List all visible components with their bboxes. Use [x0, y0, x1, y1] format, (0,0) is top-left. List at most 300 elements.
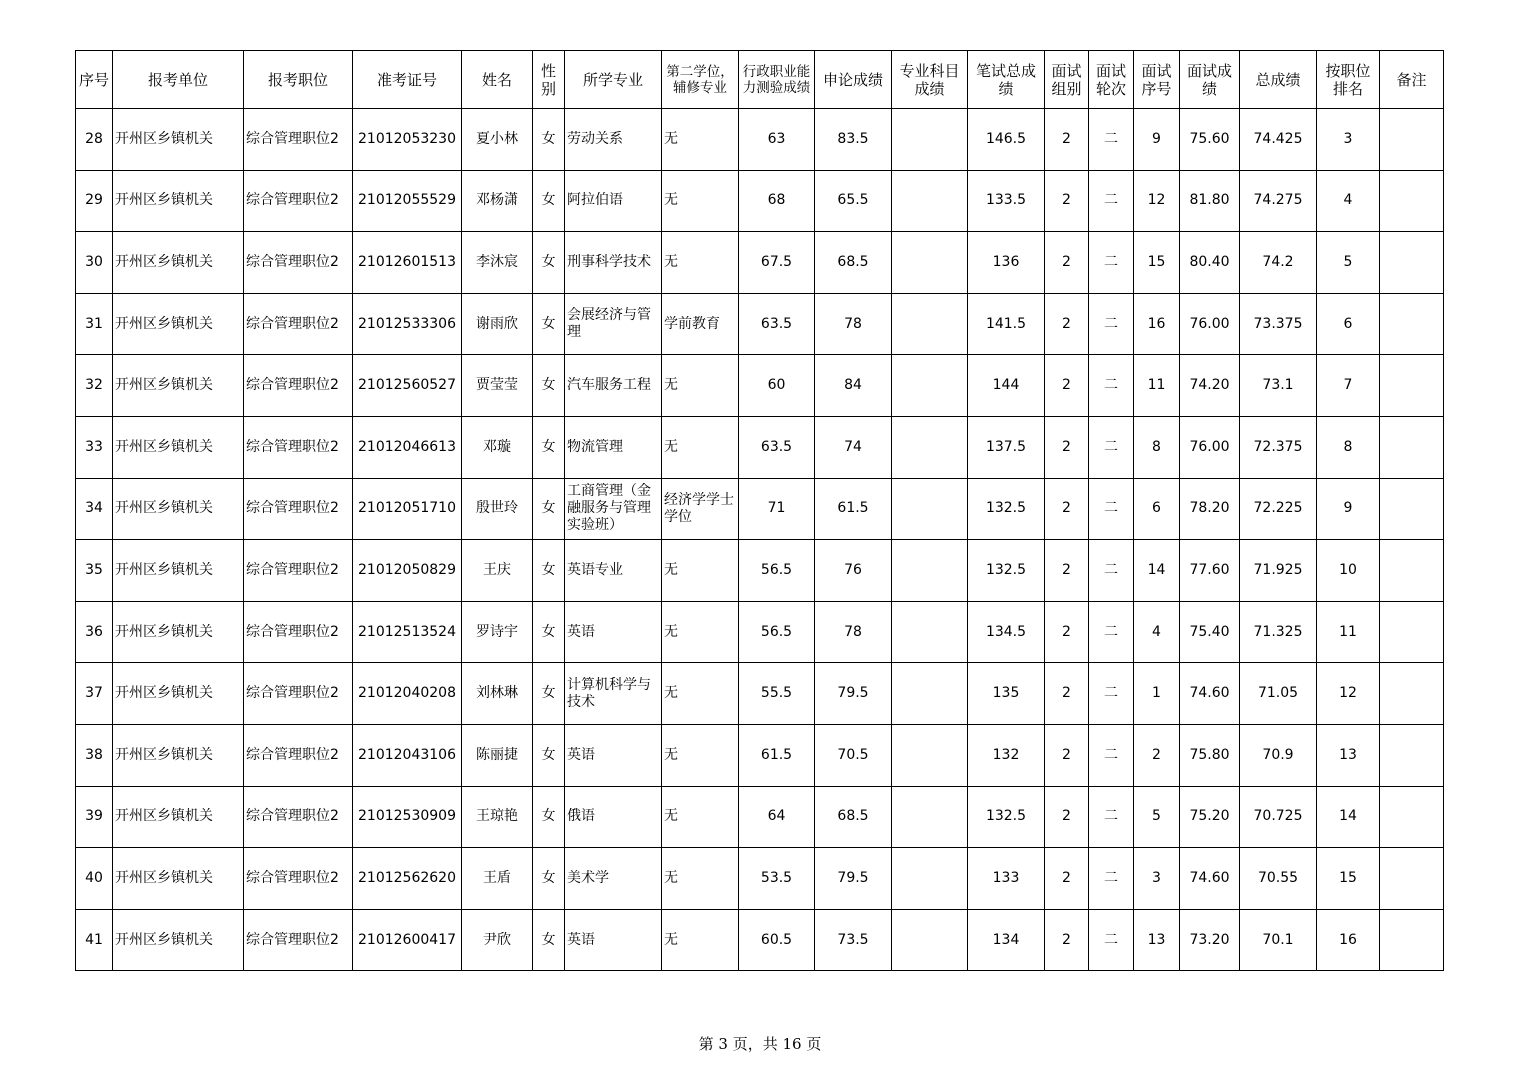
cell-name: 邓璇	[462, 416, 533, 478]
cell-position: 综合管理职位2	[244, 232, 353, 294]
cell-interview-group: 2	[1045, 170, 1089, 232]
cell-seq: 29	[76, 170, 113, 232]
cell-major	[565, 293, 662, 355]
cell-unit: 开州区乡镇机关	[113, 170, 244, 232]
cell-interview-round: 二	[1089, 170, 1134, 232]
cell-aptitude-score: 67.5	[739, 232, 815, 294]
cell-interview-round: 二	[1089, 232, 1134, 294]
cell-text: 汽车服务工程	[567, 377, 651, 394]
cell-position: 综合管理职位2	[244, 478, 353, 540]
cell-major	[565, 232, 662, 294]
cell-name: 尹欣	[462, 909, 533, 971]
cell-name: 邓杨潇	[462, 170, 533, 232]
cell-interview-group: 2	[1045, 109, 1089, 171]
cell-interview-score: 80.40	[1180, 232, 1240, 294]
cell-written-total: 132.5	[968, 478, 1045, 540]
cell-essay-score: 79.5	[815, 663, 892, 725]
cell-interview-group: 2	[1045, 786, 1089, 848]
cell-interview-order: 15	[1134, 232, 1180, 294]
cell-interview-round: 二	[1089, 724, 1134, 786]
cell-specialty-score	[892, 170, 968, 232]
cell-total-score: 72.375	[1240, 416, 1317, 478]
header-total-score: 总成绩	[1240, 51, 1317, 109]
cell-interview-round: 二	[1089, 478, 1134, 540]
cell-gender: 女	[533, 170, 565, 232]
cell-essay-score: 65.5	[815, 170, 892, 232]
cell-specialty-score	[892, 601, 968, 663]
cell-text: 无	[664, 746, 678, 763]
cell-interview-score: 75.80	[1180, 724, 1240, 786]
cell-interview-score: 74.60	[1180, 663, 1240, 725]
cell-remark	[1380, 478, 1444, 540]
cell-position: 综合管理职位2	[244, 663, 353, 725]
cell-written-total: 136	[968, 232, 1045, 294]
cell-second-degree	[662, 724, 739, 786]
cell-rank: 11	[1317, 601, 1380, 663]
cell-specialty-score	[892, 355, 968, 417]
cell-unit: 开州区乡镇机关	[113, 293, 244, 355]
cell-specialty-score	[892, 786, 968, 848]
cell-text: 无	[664, 931, 678, 948]
cell-interview-order: 14	[1134, 540, 1180, 602]
cell-text: 英语	[567, 931, 595, 948]
cell-rank: 13	[1317, 724, 1380, 786]
cell-seq: 33	[76, 416, 113, 478]
cell-essay-score: 79.5	[815, 848, 892, 910]
cell-gender: 女	[533, 786, 565, 848]
cell-position: 综合管理职位2	[244, 540, 353, 602]
cell-essay-score: 76	[815, 540, 892, 602]
table-row	[76, 601, 1444, 663]
cell-interview-score: 75.40	[1180, 601, 1240, 663]
cell-rank: 3	[1317, 109, 1380, 171]
cell-interview-score: 75.60	[1180, 109, 1240, 171]
cell-specialty-score	[892, 540, 968, 602]
cell-ticket-no: 21012040208	[353, 663, 462, 725]
cell-rank: 5	[1317, 232, 1380, 294]
cell-name: 罗诗宇	[462, 601, 533, 663]
cell-essay-score: 68.5	[815, 232, 892, 294]
cell-ticket-no: 21012053230	[353, 109, 462, 171]
cell-second-degree	[662, 786, 739, 848]
header-rank: 按职位排名	[1317, 51, 1380, 109]
cell-remark	[1380, 601, 1444, 663]
cell-interview-round: 二	[1089, 786, 1134, 848]
cell-remark	[1380, 232, 1444, 294]
cell-text: 俄语	[567, 808, 595, 825]
cell-major	[565, 601, 662, 663]
cell-name: 刘林琳	[462, 663, 533, 725]
cell-interview-group: 2	[1045, 540, 1089, 602]
cell-interview-group: 2	[1045, 909, 1089, 971]
cell-unit: 开州区乡镇机关	[113, 478, 244, 540]
cell-aptitude-score: 56.5	[739, 540, 815, 602]
cell-gender: 女	[533, 848, 565, 910]
cell-written-total: 135	[968, 663, 1045, 725]
cell-specialty-score	[892, 848, 968, 910]
cell-total-score: 71.05	[1240, 663, 1317, 725]
cell-seq: 31	[76, 293, 113, 355]
cell-seq: 40	[76, 848, 113, 910]
cell-interview-round: 二	[1089, 601, 1134, 663]
cell-name: 陈丽捷	[462, 724, 533, 786]
cell-rank: 16	[1317, 909, 1380, 971]
cell-aptitude-score: 60	[739, 355, 815, 417]
cell-interview-round: 二	[1089, 540, 1134, 602]
cell-interview-score: 74.20	[1180, 355, 1240, 417]
cell-ticket-no: 21012513524	[353, 601, 462, 663]
cell-specialty-score	[892, 724, 968, 786]
cell-interview-group: 2	[1045, 478, 1089, 540]
cell-major	[565, 478, 662, 540]
cell-specialty-score	[892, 232, 968, 294]
cell-major	[565, 540, 662, 602]
cell-gender: 女	[533, 663, 565, 725]
cell-specialty-score	[892, 109, 968, 171]
cell-aptitude-score: 55.5	[739, 663, 815, 725]
cell-essay-score: 78	[815, 293, 892, 355]
table-row	[76, 909, 1444, 971]
cell-essay-score: 68.5	[815, 786, 892, 848]
cell-aptitude-score: 68	[739, 170, 815, 232]
cell-remark	[1380, 663, 1444, 725]
cell-interview-order: 11	[1134, 355, 1180, 417]
cell-interview-score: 76.00	[1180, 293, 1240, 355]
cell-text: 无	[664, 130, 678, 147]
cell-interview-round: 二	[1089, 355, 1134, 417]
cell-interview-order: 5	[1134, 786, 1180, 848]
cell-interview-order: 6	[1134, 478, 1180, 540]
cell-text: 无	[664, 253, 678, 270]
cell-total-score: 73.1	[1240, 355, 1317, 417]
cell-aptitude-score: 61.5	[739, 724, 815, 786]
cell-interview-round: 二	[1089, 663, 1134, 725]
cell-text: 无	[664, 685, 678, 702]
cell-gender: 女	[533, 909, 565, 971]
cell-second-degree	[662, 416, 739, 478]
cell-gender: 女	[533, 293, 565, 355]
cell-name: 殷世玲	[462, 478, 533, 540]
cell-seq: 38	[76, 724, 113, 786]
cell-name: 贾莹莹	[462, 355, 533, 417]
cell-gender: 女	[533, 416, 565, 478]
cell-second-degree	[662, 355, 739, 417]
table-row	[76, 109, 1444, 171]
cell-specialty-score	[892, 478, 968, 540]
cell-aptitude-score: 63.5	[739, 293, 815, 355]
header-interview-group: 面试组别	[1045, 51, 1089, 109]
cell-aptitude-score: 63	[739, 109, 815, 171]
cell-remark	[1380, 909, 1444, 971]
cell-rank: 9	[1317, 478, 1380, 540]
cell-written-total: 132.5	[968, 786, 1045, 848]
cell-rank: 8	[1317, 416, 1380, 478]
cell-text: 无	[664, 192, 678, 209]
cell-essay-score: 74	[815, 416, 892, 478]
cell-text: 英语	[567, 746, 595, 763]
cell-text: 阿拉伯语	[567, 192, 623, 209]
cell-interview-group: 2	[1045, 663, 1089, 725]
cell-ticket-no: 21012600417	[353, 909, 462, 971]
cell-specialty-score	[892, 416, 968, 478]
cell-text: 刑事科学技术	[567, 253, 651, 270]
cell-text: 无	[664, 438, 678, 455]
cell-total-score: 70.725	[1240, 786, 1317, 848]
cell-interview-order: 3	[1134, 848, 1180, 910]
cell-ticket-no: 21012530909	[353, 786, 462, 848]
cell-text: 无	[664, 561, 678, 578]
cell-seq: 41	[76, 909, 113, 971]
cell-text: 物流管理	[567, 438, 623, 455]
cell-aptitude-score: 60.5	[739, 909, 815, 971]
cell-total-score: 72.225	[1240, 478, 1317, 540]
cell-interview-order: 9	[1134, 109, 1180, 171]
cell-essay-score: 78	[815, 601, 892, 663]
cell-aptitude-score: 71	[739, 478, 815, 540]
header-interview-order: 面试序号	[1134, 51, 1180, 109]
header-second-degree: 第二学位，辅修专业	[662, 51, 739, 109]
cell-second-degree	[662, 601, 739, 663]
cell-seq: 36	[76, 601, 113, 663]
cell-written-total: 144	[968, 355, 1045, 417]
cell-interview-score: 74.60	[1180, 848, 1240, 910]
cell-second-degree	[662, 109, 739, 171]
header-seq: 序号	[76, 51, 113, 109]
cell-name: 王庆	[462, 540, 533, 602]
cell-specialty-score	[892, 663, 968, 725]
cell-name: 夏小林	[462, 109, 533, 171]
header-unit: 报考单位	[113, 51, 244, 109]
cell-written-total: 141.5	[968, 293, 1045, 355]
table-body	[76, 109, 1444, 971]
cell-ticket-no: 21012046613	[353, 416, 462, 478]
header-name: 姓名	[462, 51, 533, 109]
cell-rank: 15	[1317, 848, 1380, 910]
cell-unit: 开州区乡镇机关	[113, 355, 244, 417]
cell-interview-score: 81.80	[1180, 170, 1240, 232]
header-gender: 性别	[533, 51, 565, 109]
cell-remark	[1380, 416, 1444, 478]
cell-unit: 开州区乡镇机关	[113, 416, 244, 478]
cell-aptitude-score: 56.5	[739, 601, 815, 663]
table-row	[76, 293, 1444, 355]
cell-interview-round: 二	[1089, 109, 1134, 171]
cell-text: 无	[664, 808, 678, 825]
cell-rank: 7	[1317, 355, 1380, 417]
cell-second-degree	[662, 170, 739, 232]
cell-ticket-no: 21012055529	[353, 170, 462, 232]
cell-position: 综合管理职位2	[244, 355, 353, 417]
cell-text: 经济学学士学位	[664, 491, 734, 525]
cell-text: 学前教育	[664, 315, 720, 332]
cell-remark	[1380, 109, 1444, 171]
cell-essay-score: 84	[815, 355, 892, 417]
cell-aptitude-score: 53.5	[739, 848, 815, 910]
cell-essay-score: 70.5	[815, 724, 892, 786]
cell-major	[565, 848, 662, 910]
header-written-total: 笔试总成绩	[968, 51, 1045, 109]
cell-text: 无	[664, 377, 678, 394]
cell-major	[565, 170, 662, 232]
cell-total-score: 73.375	[1240, 293, 1317, 355]
cell-interview-group: 2	[1045, 355, 1089, 417]
cell-text: 无	[664, 623, 678, 640]
cell-total-score: 70.1	[1240, 909, 1317, 971]
cell-second-degree	[662, 909, 739, 971]
cell-position: 综合管理职位2	[244, 293, 353, 355]
cell-interview-score: 78.20	[1180, 478, 1240, 540]
cell-seq: 35	[76, 540, 113, 602]
cell-ticket-no: 21012560527	[353, 355, 462, 417]
cell-interview-order: 13	[1134, 909, 1180, 971]
cell-total-score: 71.925	[1240, 540, 1317, 602]
cell-second-degree	[662, 663, 739, 725]
header-interview-round: 面试轮次	[1089, 51, 1134, 109]
cell-text: 英语专业	[567, 561, 623, 578]
cell-essay-score: 61.5	[815, 478, 892, 540]
cell-second-degree	[662, 478, 739, 540]
cell-text: 英语	[567, 623, 595, 640]
cell-text: 美术学	[567, 869, 609, 886]
cell-text: 会展经济与管理	[567, 307, 651, 341]
cell-remark	[1380, 355, 1444, 417]
cell-written-total: 146.5	[968, 109, 1045, 171]
cell-interview-group: 2	[1045, 848, 1089, 910]
cell-ticket-no: 21012533306	[353, 293, 462, 355]
cell-seq: 32	[76, 355, 113, 417]
cell-gender: 女	[533, 232, 565, 294]
cell-interview-round: 二	[1089, 909, 1134, 971]
cell-written-total: 137.5	[968, 416, 1045, 478]
cell-written-total: 132.5	[968, 540, 1045, 602]
table-row	[76, 355, 1444, 417]
cell-seq: 37	[76, 663, 113, 725]
header-specialty-score: 专业科目成绩	[892, 51, 968, 109]
cell-rank: 14	[1317, 786, 1380, 848]
cell-remark	[1380, 293, 1444, 355]
cell-interview-score: 75.20	[1180, 786, 1240, 848]
cell-ticket-no: 21012562620	[353, 848, 462, 910]
cell-gender: 女	[533, 601, 565, 663]
header-ticket-no: 准考证号	[353, 51, 462, 109]
cell-unit: 开州区乡镇机关	[113, 663, 244, 725]
cell-interview-order: 8	[1134, 416, 1180, 478]
cell-unit: 开州区乡镇机关	[113, 724, 244, 786]
cell-interview-group: 2	[1045, 416, 1089, 478]
cell-unit: 开州区乡镇机关	[113, 109, 244, 171]
cell-total-score: 74.2	[1240, 232, 1317, 294]
table-header-row	[76, 51, 1444, 109]
cell-written-total: 133.5	[968, 170, 1045, 232]
cell-ticket-no: 21012601513	[353, 232, 462, 294]
cell-major	[565, 909, 662, 971]
table-row	[76, 232, 1444, 294]
cell-aptitude-score: 64	[739, 786, 815, 848]
cell-gender: 女	[533, 478, 565, 540]
cell-interview-round: 二	[1089, 293, 1134, 355]
cell-position: 综合管理职位2	[244, 786, 353, 848]
cell-interview-group: 2	[1045, 601, 1089, 663]
cell-text: 劳动关系	[567, 130, 623, 147]
cell-position: 综合管理职位2	[244, 170, 353, 232]
cell-gender: 女	[533, 540, 565, 602]
header-remark: 备注	[1380, 51, 1444, 109]
cell-ticket-no: 21012051710	[353, 478, 462, 540]
cell-second-degree	[662, 232, 739, 294]
header-essay-score: 申论成绩	[815, 51, 892, 109]
header-position: 报考职位	[244, 51, 353, 109]
cell-interview-order: 12	[1134, 170, 1180, 232]
cell-total-score: 74.425	[1240, 109, 1317, 171]
cell-seq: 39	[76, 786, 113, 848]
cell-seq: 34	[76, 478, 113, 540]
cell-total-score: 70.55	[1240, 848, 1317, 910]
cell-position: 综合管理职位2	[244, 109, 353, 171]
cell-gender: 女	[533, 109, 565, 171]
cell-name: 谢雨欣	[462, 293, 533, 355]
cell-interview-order: 2	[1134, 724, 1180, 786]
cell-essay-score: 73.5	[815, 909, 892, 971]
cell-written-total: 132	[968, 724, 1045, 786]
cell-gender: 女	[533, 724, 565, 786]
cell-written-total: 133	[968, 848, 1045, 910]
cell-position: 综合管理职位2	[244, 416, 353, 478]
header-interview-score: 面试成绩	[1180, 51, 1240, 109]
cell-ticket-no: 21012050829	[353, 540, 462, 602]
cell-interview-group: 2	[1045, 232, 1089, 294]
cell-name: 王盾	[462, 848, 533, 910]
cell-aptitude-score: 63.5	[739, 416, 815, 478]
cell-remark	[1380, 848, 1444, 910]
cell-ticket-no: 21012043106	[353, 724, 462, 786]
cell-major	[565, 109, 662, 171]
cell-interview-score: 77.60	[1180, 540, 1240, 602]
cell-interview-round: 二	[1089, 848, 1134, 910]
cell-rank: 6	[1317, 293, 1380, 355]
cell-unit: 开州区乡镇机关	[113, 909, 244, 971]
cell-total-score: 74.275	[1240, 170, 1317, 232]
cell-gender: 女	[533, 355, 565, 417]
table-row	[76, 170, 1444, 232]
cell-seq: 30	[76, 232, 113, 294]
cell-specialty-score	[892, 293, 968, 355]
cell-essay-score: 83.5	[815, 109, 892, 171]
cell-text: 工商管理（金融服务与管理实验班）	[567, 483, 651, 534]
cell-interview-round: 二	[1089, 416, 1134, 478]
table-row	[76, 540, 1444, 602]
cell-interview-order: 16	[1134, 293, 1180, 355]
cell-seq: 28	[76, 109, 113, 171]
cell-rank: 4	[1317, 170, 1380, 232]
cell-major	[565, 355, 662, 417]
table-row	[76, 416, 1444, 478]
cell-text: 无	[664, 869, 678, 886]
table-row	[76, 786, 1444, 848]
cell-interview-order: 4	[1134, 601, 1180, 663]
cell-text: 计算机科学与技术	[567, 676, 651, 710]
cell-position: 综合管理职位2	[244, 724, 353, 786]
cell-remark	[1380, 170, 1444, 232]
cell-interview-score: 76.00	[1180, 416, 1240, 478]
cell-major	[565, 724, 662, 786]
cell-rank: 10	[1317, 540, 1380, 602]
cell-unit: 开州区乡镇机关	[113, 786, 244, 848]
header-major: 所学专业	[565, 51, 662, 109]
score-table	[75, 50, 1444, 971]
cell-name: 李沐宸	[462, 232, 533, 294]
cell-position: 综合管理职位2	[244, 909, 353, 971]
cell-unit: 开州区乡镇机关	[113, 232, 244, 294]
